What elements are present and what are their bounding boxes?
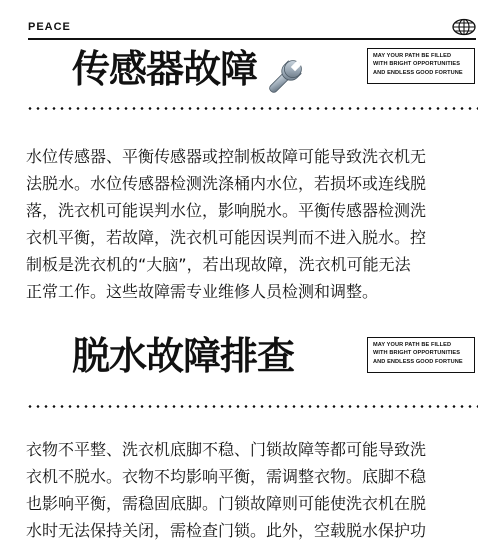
body-line: 衣机平衡，若故障，洗衣机可能因误判而不进入脱水。控	[26, 228, 427, 247]
body-line: 法脱水。水位传感器检测洗涤桶内水位，若损坏或连线脱	[26, 174, 427, 193]
dotted-divider	[26, 107, 478, 110]
body-line: 制板是洗衣机的“大脑”，若出现故障，洗衣机可能无法	[26, 255, 411, 274]
body-line: 正常工作。这些故障需专业维修人员检测和调整。	[26, 282, 379, 301]
globe-icon	[452, 18, 476, 36]
body-line: 也影响平衡，需稳固底脚。门锁故障则可能使洗衣机在脱	[26, 494, 427, 513]
section-title: 脱水故障排查	[72, 334, 295, 378]
body-line: 水时无法保持关闭，需检查门锁。此外，空载脱水保护功	[26, 521, 427, 540]
motto-line: MAY YOUR PATH BE FILLED	[373, 53, 452, 59]
section-body	[26, 436, 478, 544]
motto-line: AND ENDLESS GOOD FORTUNE	[373, 358, 463, 365]
motto-box	[367, 48, 475, 84]
body-line: 水位传感器、平衡传感器或控制板故障可能导致洗衣机无	[26, 147, 427, 166]
section-header-spin	[0, 331, 500, 391]
motto-box	[367, 337, 475, 373]
body-line: 落，洗衣机可能误判水位，影响脱水。平衡传感器检测洗	[26, 201, 427, 220]
motto-line: AND ENDLESS GOOD FORTUNE	[373, 69, 463, 76]
section-title: 传感器故障	[72, 47, 258, 91]
top-bar	[28, 20, 476, 40]
motto-line: MAY YOUR PATH BE FILLED	[373, 342, 452, 348]
body-line: 衣物不平整、洗衣机底脚不稳、门锁故障等都可能导致洗	[26, 440, 427, 459]
body-line: 衣机不脱水。衣物不均影响平衡，需调整衣物。底脚不稳	[26, 467, 427, 486]
motto-line: WITH BRIGHT OPPORTUNITIES	[373, 350, 461, 357]
section-body	[26, 143, 478, 305]
section-header-sensor	[0, 44, 500, 104]
dotted-divider	[26, 405, 478, 408]
motto-line: WITH BRIGHT OPPORTUNITIES	[373, 61, 461, 68]
brand-label: PEACE	[28, 21, 71, 33]
wrench-icon	[262, 58, 304, 100]
